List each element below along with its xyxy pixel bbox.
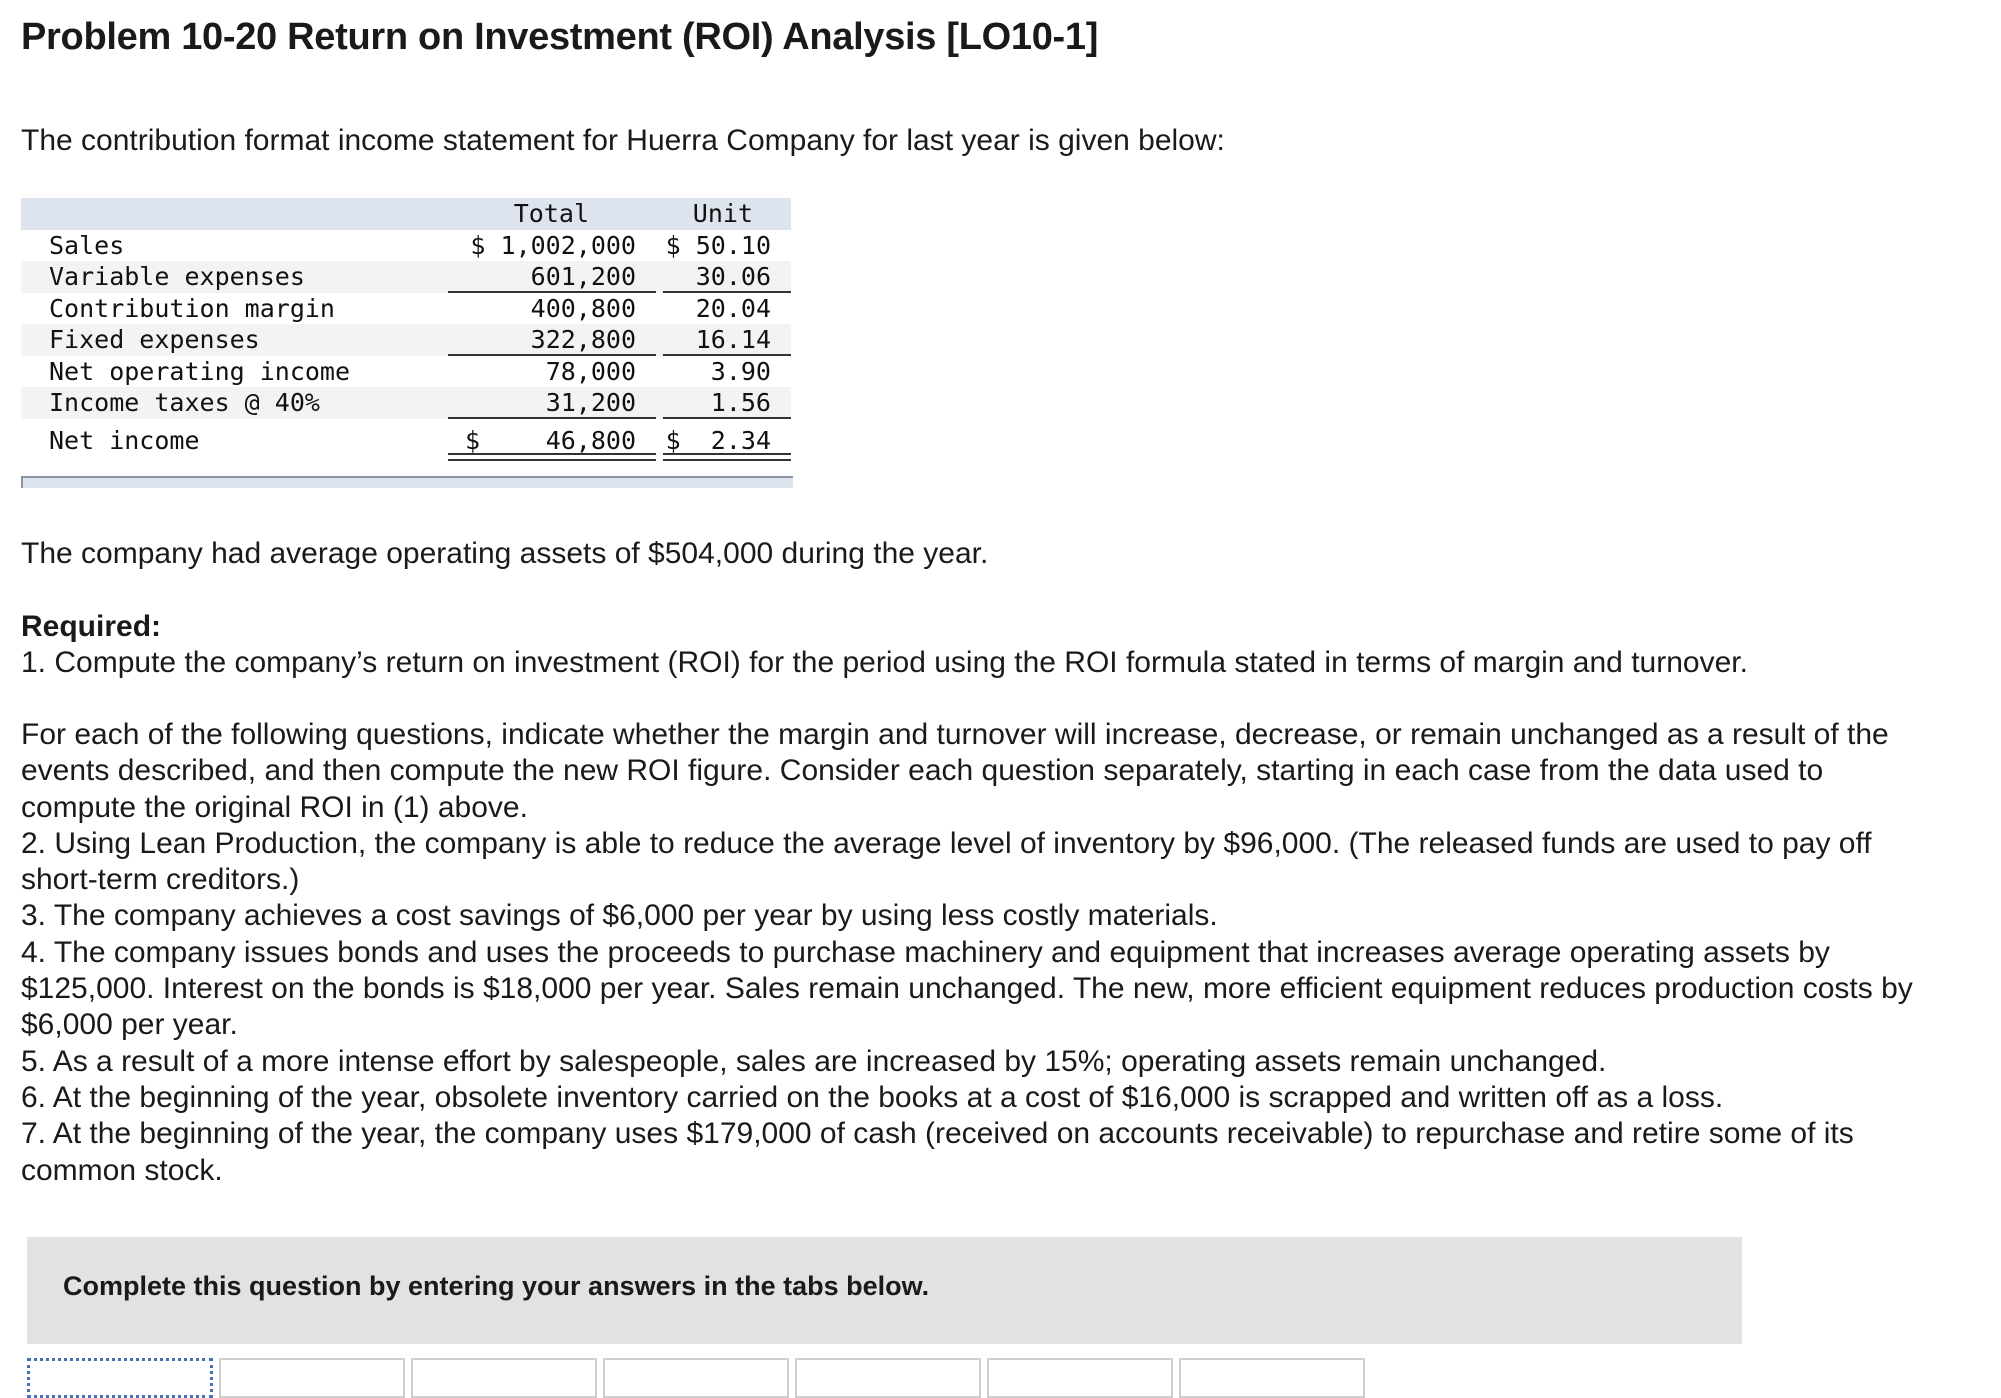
row-unit: $ 2.34 (665, 425, 771, 455)
question-item: 3. The company achieves a cost savings of $6,000 per year by using less costly materials. (21, 899, 1218, 933)
questions-section (21, 717, 1941, 1189)
question-item: 7. At the beginning of the year, the company uses $179,000 of cash (received on accounts receivable) to repurchase and retire some of its common stock. (21, 1117, 1854, 1187)
row-label: Sales (49, 230, 125, 260)
question-item: 5. As a result of a more intense effort by salespeople, sales are increased by 15%; operating assets remain unchanged. (21, 1044, 1607, 1078)
page-title: Problem 10-20 Return on Investment (ROI) Analysis [LO10-1] (21, 16, 1099, 58)
row-unit: 3.90 (710, 356, 771, 386)
answer-tab[interactable] (219, 1358, 405, 1398)
row-label: Income taxes @ 40% (49, 388, 320, 417)
net-income-row (21, 419, 791, 463)
question-item: 4. The company issues bonds and uses the proceeds to purchase machinery and equipment that increases average operating assets by $125,000. Interest on the bonds is $18,000 per year. Sales remain unchanged. The new, more efficient equipment reduces production costs by $6,000 per year. (21, 935, 1913, 1042)
intro-text: The contribution format income statement for Huerra Company for last year is given below: (21, 124, 1225, 157)
answer-tab[interactable] (1179, 1358, 1365, 1398)
row-unit: $ 50.10 (665, 230, 771, 260)
row-label: Contribution margin (49, 293, 335, 323)
instruction-banner (27, 1237, 1742, 1344)
row-total: 78,000 (545, 356, 636, 386)
income-statement-table (21, 198, 791, 463)
table-row (21, 230, 791, 262)
row-total: $ 1,002,000 (470, 230, 636, 260)
answer-tab[interactable] (987, 1358, 1173, 1398)
answer-tab[interactable] (411, 1358, 597, 1398)
row-unit: 30.06 (695, 262, 771, 291)
table-row (21, 293, 791, 325)
table-row (21, 261, 791, 293)
row-unit: 16.14 (695, 325, 771, 354)
row-total: 322,800 (530, 325, 636, 354)
row-label: Fixed expenses (49, 325, 260, 354)
total-double-rule (663, 453, 791, 461)
row-label: Net operating income (49, 356, 351, 386)
table-row (21, 324, 791, 356)
required-item-1: 1. Compute the company’s return on investment (ROI) for the period using the ROI formula stated in terms of margin and turnover. (21, 646, 1748, 680)
row-total: 46,800 (545, 425, 636, 455)
table-footer-bar (21, 476, 793, 488)
total-double-rule (448, 453, 656, 461)
row-total: 400,800 (530, 293, 636, 323)
required-heading: Required: (21, 610, 162, 643)
row-label: Net income (49, 425, 200, 455)
table-row (21, 387, 791, 419)
required-section (21, 609, 1941, 682)
row-unit: 20.04 (695, 293, 771, 323)
row-total: 601,200 (530, 262, 636, 291)
table-row (21, 356, 791, 388)
row-label: Variable expenses (49, 262, 305, 291)
unit-column-header: Unit (692, 199, 753, 228)
instruction-message: Complete this question by entering your answers in the tabs below. (63, 1271, 930, 1301)
answer-tab[interactable] (795, 1358, 981, 1398)
row-unit: 1.56 (710, 388, 771, 417)
question-item: 6. At the beginning of the year, obsolete inventory carried on the books at a cost of $16,000 is scrapped and written off as a loss. (21, 1080, 1724, 1114)
total-column-header: Total (513, 199, 589, 228)
currency-symbol: $ (465, 425, 481, 455)
operating-assets-text: The company had average operating assets of $504,000 during the year. (21, 537, 989, 570)
questions-instructions: For each of the following questions, indicate whether the margin and turnover will increase, decrease, or remain unchanged as a result of the events described, and then compute the new ROI figure. Consider each question separately, starting in each case from the data used to compute the original ROI in (1) above. (21, 718, 1889, 824)
table-header-row (21, 198, 791, 230)
question-item: 2. Using Lean Production, the company is able to reduce the average level of inventory by $96,000. (The released funds are used to pay off short-term creditors.) (21, 826, 1872, 897)
answer-tab[interactable] (603, 1358, 789, 1398)
row-total: 31,200 (545, 388, 636, 417)
answer-tab[interactable] (27, 1358, 213, 1398)
